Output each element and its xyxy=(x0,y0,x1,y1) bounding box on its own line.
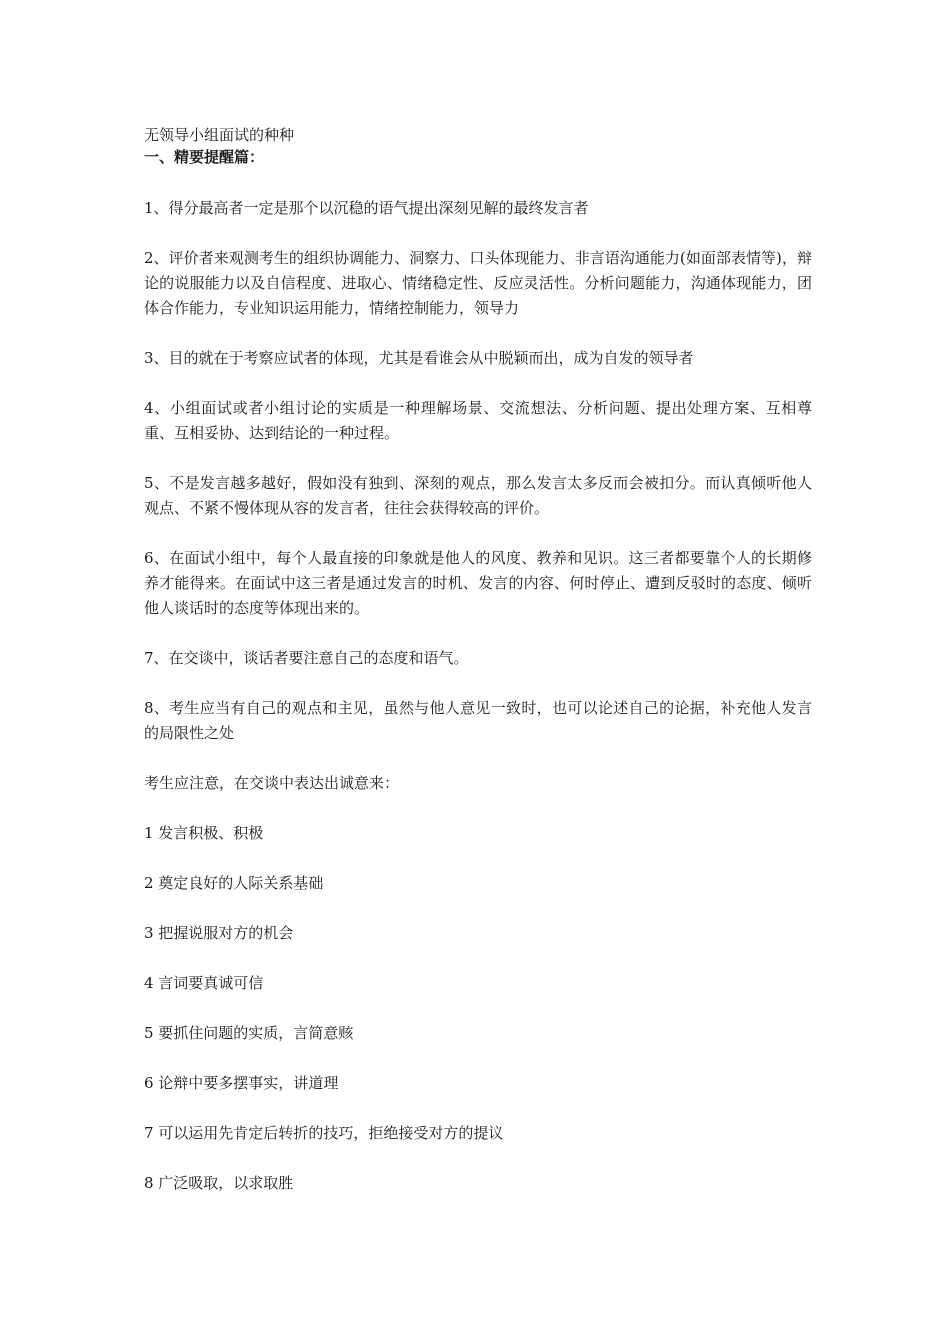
paragraph: 7、在交谈中，谈话者要注意自己的态度和语气。 xyxy=(144,649,469,667)
paragraph: 4、小组面试或者小组讨论的实质是一种理解场景、交流想法、分析问题、提出处理方案、互相尊重、互相妥协、达到结论的一种过程。 xyxy=(144,399,812,442)
document-body xyxy=(144,124,812,1221)
list-item: 4 言词要真诚可信 xyxy=(144,974,264,992)
list-item: 1 发言积极、积极 xyxy=(144,824,264,842)
tips-list xyxy=(144,821,812,1196)
list-item: 8 广泛吸取，以求取胜 xyxy=(144,1174,294,1192)
section-heading: 一、精要提醒篇： xyxy=(144,148,265,166)
list-intro: 考生应注意，在交谈中表达出诚意来： xyxy=(144,774,400,792)
paragraph: 1、得分最高者一定是那个以沉稳的语气提出深刻见解的最终发言者 xyxy=(144,199,589,217)
list-item: 6 论辩中要多摆事实，讲道理 xyxy=(144,1074,339,1092)
paragraph: 3、目的就在于考察应试者的体现，尤其是看谁会从中脱颖而出，成为自发的领导者 xyxy=(144,349,694,367)
list-item: 5 要抓住问题的实质，言简意赅 xyxy=(144,1024,354,1042)
list-item: 3 把握说服对方的机会 xyxy=(144,924,294,942)
paragraph: 2、评价者来观测考生的组织协调能力、洞察力、口头体现能力、非言语沟通能力(如面部表情等)，辩论的说服能力以及自信程度、进取心、情绪稳定性、反应灵活性。分析问题能力，沟通体现能力，团体合作能力，专业知识运用能力，情绪控制能力，领导力 xyxy=(144,249,812,317)
paragraph: 5、不是发言越多越好，假如没有独到、深刻的观点，那么发言太多反而会被扣分。而认真倾听他人观点、不紧不慢体现从容的发言者，往往会获得较高的评价。 xyxy=(144,474,812,517)
document-title: 无领导小组面试的种种 xyxy=(144,126,295,144)
list-item: 2 奠定良好的人际关系基础 xyxy=(144,874,324,892)
paragraph: 8、考生应当有自己的观点和主见，虽然与他人意见一致时，也可以论述自己的论据，补充他人发言的局限性之处 xyxy=(144,699,812,742)
list-item: 7 可以运用先肯定后转折的技巧，拒绝接受对方的提议 xyxy=(144,1124,504,1142)
paragraph: 6、在面试小组中，每个人最直接的印象就是他人的风度、教养和见识。这三者都要靠个人的长期修养才能得来。在面试中这三者是通过发言的时机、发言的内容、何时停止、遭到反驳时的态度、倾听他人谈话时的态度等体现出来的。 xyxy=(144,549,812,617)
